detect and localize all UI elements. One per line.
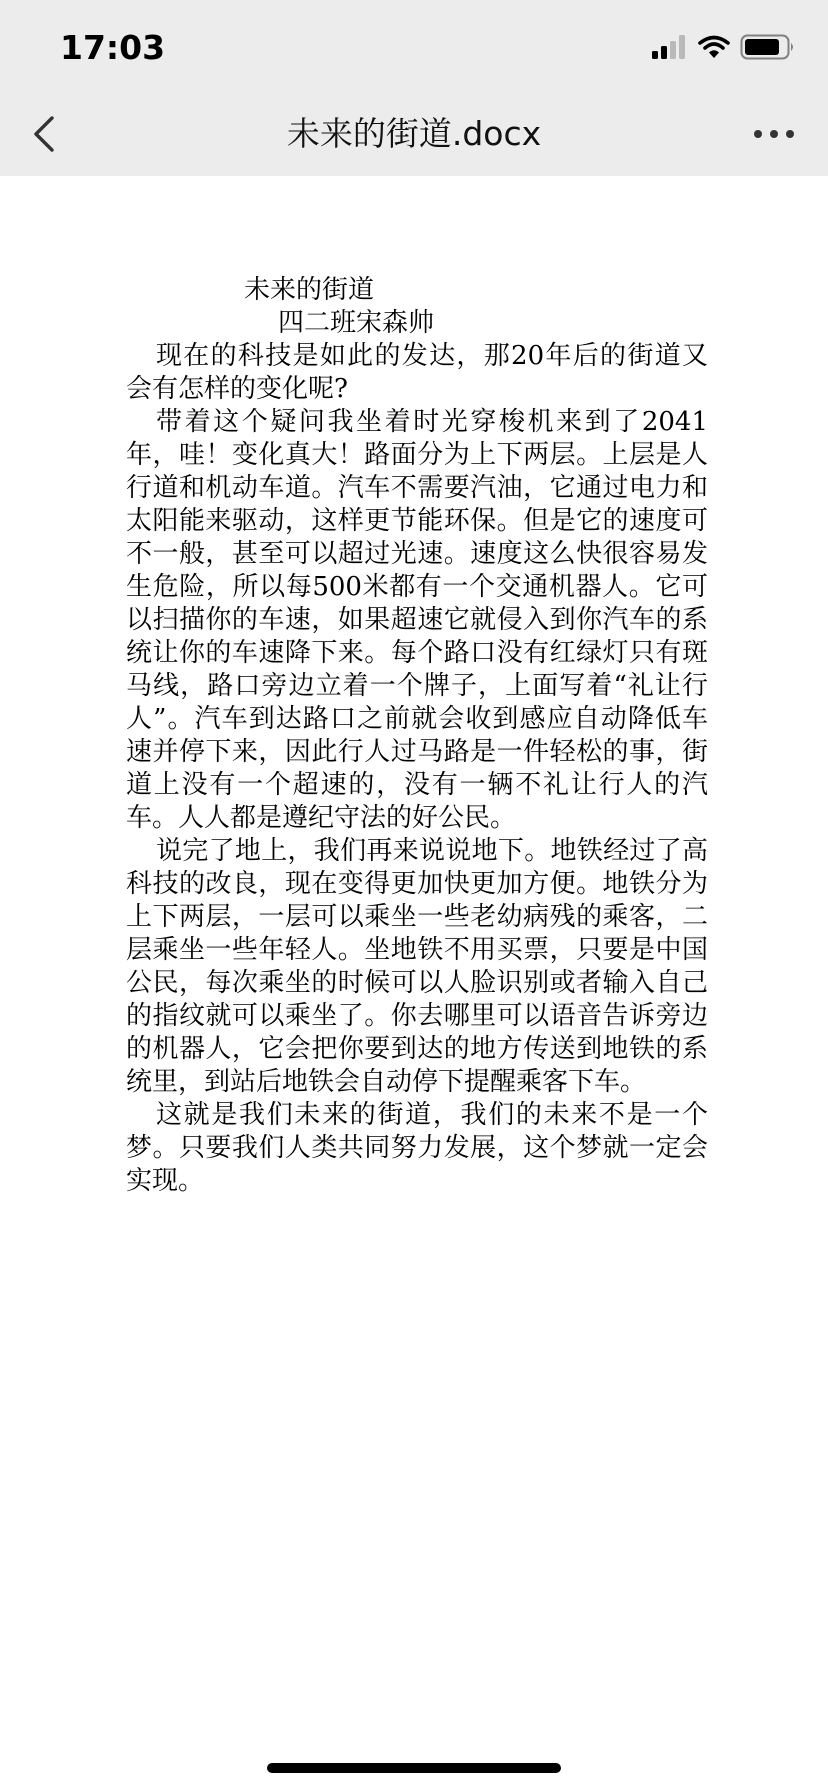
document-viewer[interactable] bbox=[0, 176, 828, 1792]
wifi-icon bbox=[698, 35, 730, 63]
nav-bar bbox=[0, 92, 828, 176]
page-title: 未来的街道.docx bbox=[286, 114, 542, 153]
status-icons bbox=[652, 36, 796, 62]
top-bar bbox=[0, 0, 828, 176]
document-body bbox=[126, 274, 708, 1198]
home-indicator[interactable] bbox=[267, 1763, 561, 1773]
document-paragraph: 带着这个疑问我坐着时光穿梭机来到了2041年，哇！变化真大！路面分为上下两层。上层是人行道和机动车道。汽车不需要汽油，它通过电力和太阳能来驱动，这样更节能环保。但是它的速度可不一般，甚至可以超过光速。速度这么快很容易发生危险，所以每500米都有一个交通机器人。它可以扫描你的车速，如果超速它就侵入到你汽车的系统让你的车速降下来。每个路口没有红绿灯只有斑马线，路口旁边立着一个牌子，上面写着“礼让行人”。汽车到达路口之前就会收到感应自动降低车速并停下来，因此行人过马路是一件轻松的事，街道上没有一个超速的，没有一辆不礼让行人的汽车。人人都是遵纪守法的好公民。 bbox=[126, 407, 708, 833]
more-horizontal-icon bbox=[750, 139, 798, 158]
document-paragraph: 这就是我们未来的街道，我们的未来不是一个梦。只要我们人类共同努力发展，这个梦就一定会实现。 bbox=[126, 1100, 708, 1196]
more-button[interactable] bbox=[750, 114, 798, 154]
document-paragraph: 现在的科技是如此的发达，那20年后的街道又会有怎样的变化呢? bbox=[126, 341, 708, 404]
back-button[interactable] bbox=[26, 110, 66, 158]
battery-icon bbox=[740, 34, 796, 64]
document-author: 四二班宋森帅 bbox=[278, 308, 435, 338]
cellular-signal-icon bbox=[652, 35, 688, 63]
document-title: 未来的街道 bbox=[244, 275, 375, 305]
document-paragraph: 说完了地上，我们再来说说地下。地铁经过了高科技的改良，现在变得更加快更加方便。地铁分为上下两层，一层可以乘坐一些老幼病残的乘客，二层乘坐一些年轻人。坐地铁不用买票，只要是中国公民，每次乘坐的时候可以人脸识别或者输入自己的指纹就可以乘坐了。你去哪里可以语音告诉旁边的机器人，它会把你要到达的地方传送到地铁的系统里，到站后地铁会自动停下提醒乘客下车。 bbox=[126, 836, 708, 1097]
status-time: 17:03 bbox=[60, 28, 166, 67]
chevron-left-icon bbox=[26, 143, 66, 162]
